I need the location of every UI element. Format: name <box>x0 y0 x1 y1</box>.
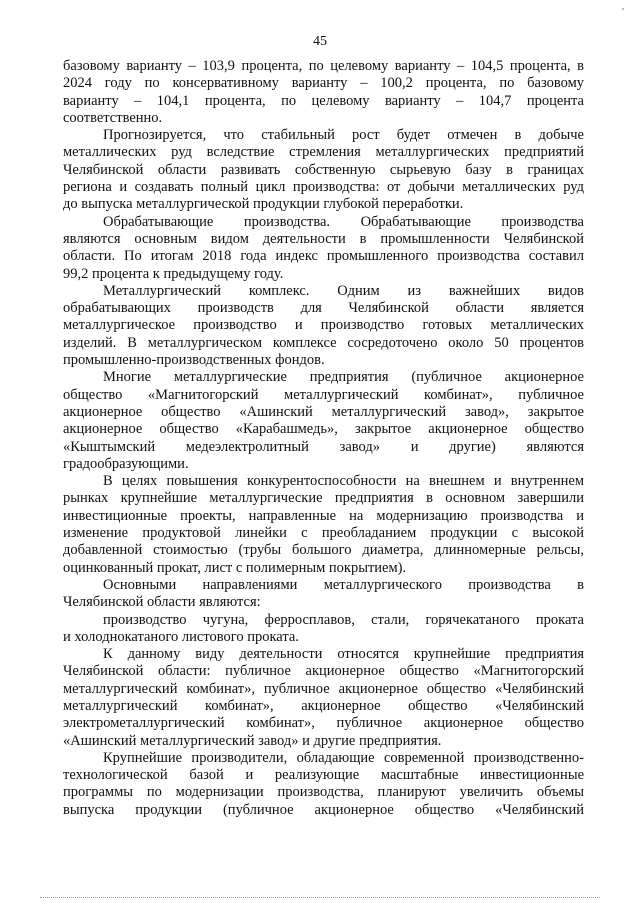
text-line: металлургический комбинат», акционерное общество «Челябинский <box>63 697 584 714</box>
text-line: области. По итогам 2018 года индекс промышленного производства составил <box>63 248 584 265</box>
text-line: промышленно-производственных фондов. <box>63 352 325 369</box>
page-number: 45 <box>313 34 327 49</box>
text-line: металлургическое производство и производство готовых металлических <box>63 317 584 334</box>
text-line: Многие металлургические предприятия (публичное акционерное <box>103 369 584 386</box>
text-line: «Кыштымский медеэлектролитный завод» и другие) являются <box>63 438 584 455</box>
text-line: до выпуска металлургической продукции глубокой переработки. <box>63 196 464 213</box>
text-line: добавленной стоимостью (трубы большого диаметра, длинномерные рельсы, <box>63 542 584 559</box>
document-body <box>63 58 584 819</box>
text-line: инвестиционные проекты, направленные на модернизацию производства и <box>63 507 584 524</box>
text-line: Обрабатывающие производства. Обрабатывающие производства <box>103 213 584 230</box>
text-line: и холоднокатаного листового проката. <box>63 628 299 645</box>
text-line: Крупнейшие производители, обладающие современной производственно- <box>103 749 584 766</box>
text-line: технологической базой и реализующие масштабные инвестиционные <box>63 767 584 784</box>
scan-speck <box>622 8 624 10</box>
text-line: акционерное общество «Ашинский металлургический завод», закрытое <box>63 403 584 420</box>
text-line: соответственно. <box>63 109 163 126</box>
text-line: изделий. В металлургическом комплексе сосредоточено около 50 процентов <box>63 334 584 351</box>
text-line: «Ашинский металлургический завод» и другие предприятия. <box>63 732 442 749</box>
text-line: изменение продуктовой линейки с преобладанием продукции с высокой <box>63 525 584 542</box>
text-line: региона и создавать полный цикл производства: от добычи металлических руд <box>63 179 584 196</box>
text-line: выпуска продукции (публичное акционерное общество «Челябинский <box>63 801 584 818</box>
bottom-border <box>40 897 600 899</box>
text-line: обрабатывающих производств для Челябинской области является <box>63 300 584 317</box>
text-line: Металлургический комплекс. Одним из важнейших видов <box>103 282 584 299</box>
text-line: Челябинской области развивать собственную сырьевую базу в границах <box>63 161 584 178</box>
text-line: общество «Магнитогорский металлургический комбинат», публичное <box>63 386 584 403</box>
text-line: базовому варианту – 103,9 процента, по целевому варианту – 104,5 процента, в <box>63 58 584 74</box>
text-line: К данному виду деятельности относятся крупнейшие предприятия <box>103 646 584 663</box>
text-line: акционерное общество «Карабашмедь», закрытое акционерное общество <box>63 421 584 438</box>
text-line: являются основным видом деятельности в промышленности Челябинской <box>63 230 584 247</box>
text-line: металлургический комбинат», публичное акционерное общество «Челябинский <box>63 680 584 697</box>
text-line: электрометаллургический комбинат», публичное акционерное общество <box>63 715 584 732</box>
text-line: В целях повышения конкурентоспособности на внешнем и внутреннем <box>103 473 584 490</box>
text-line: Челябинской области являются: <box>63 594 261 611</box>
text-line: Прогнозируется, что стабильный рост будет отмечен в добыче <box>103 127 584 144</box>
text-line: производство чугуна, ферросплавов, стали, горячекатаного проката <box>103 611 584 628</box>
text-line: Основными направлениями металлургического производства в <box>103 576 584 593</box>
text-line: рынках крупнейшие металлургические предприятия в основном завершили <box>63 490 584 507</box>
text-line: Челябинской области: публичное акционерное общество «Магнитогорский <box>63 663 584 680</box>
text-line: программы по модернизации производства, планируют увеличить объемы <box>63 784 584 801</box>
text-line: оцинкованный прокат, лист с полимерным покрытием). <box>63 559 407 576</box>
text-line: металлических руд вследствие стремления металлургических предприятий <box>63 144 584 161</box>
text-line: 99,2 процента к предыдущему году. <box>63 265 284 282</box>
text-line: градообразующими. <box>63 455 189 472</box>
text-line: 2024 году по консервативному варианту – 100,2 процента, по базовому <box>63 75 584 92</box>
text-line: варианту – 104,1 процента, по целевому варианту – 104,7 процента <box>63 92 584 109</box>
